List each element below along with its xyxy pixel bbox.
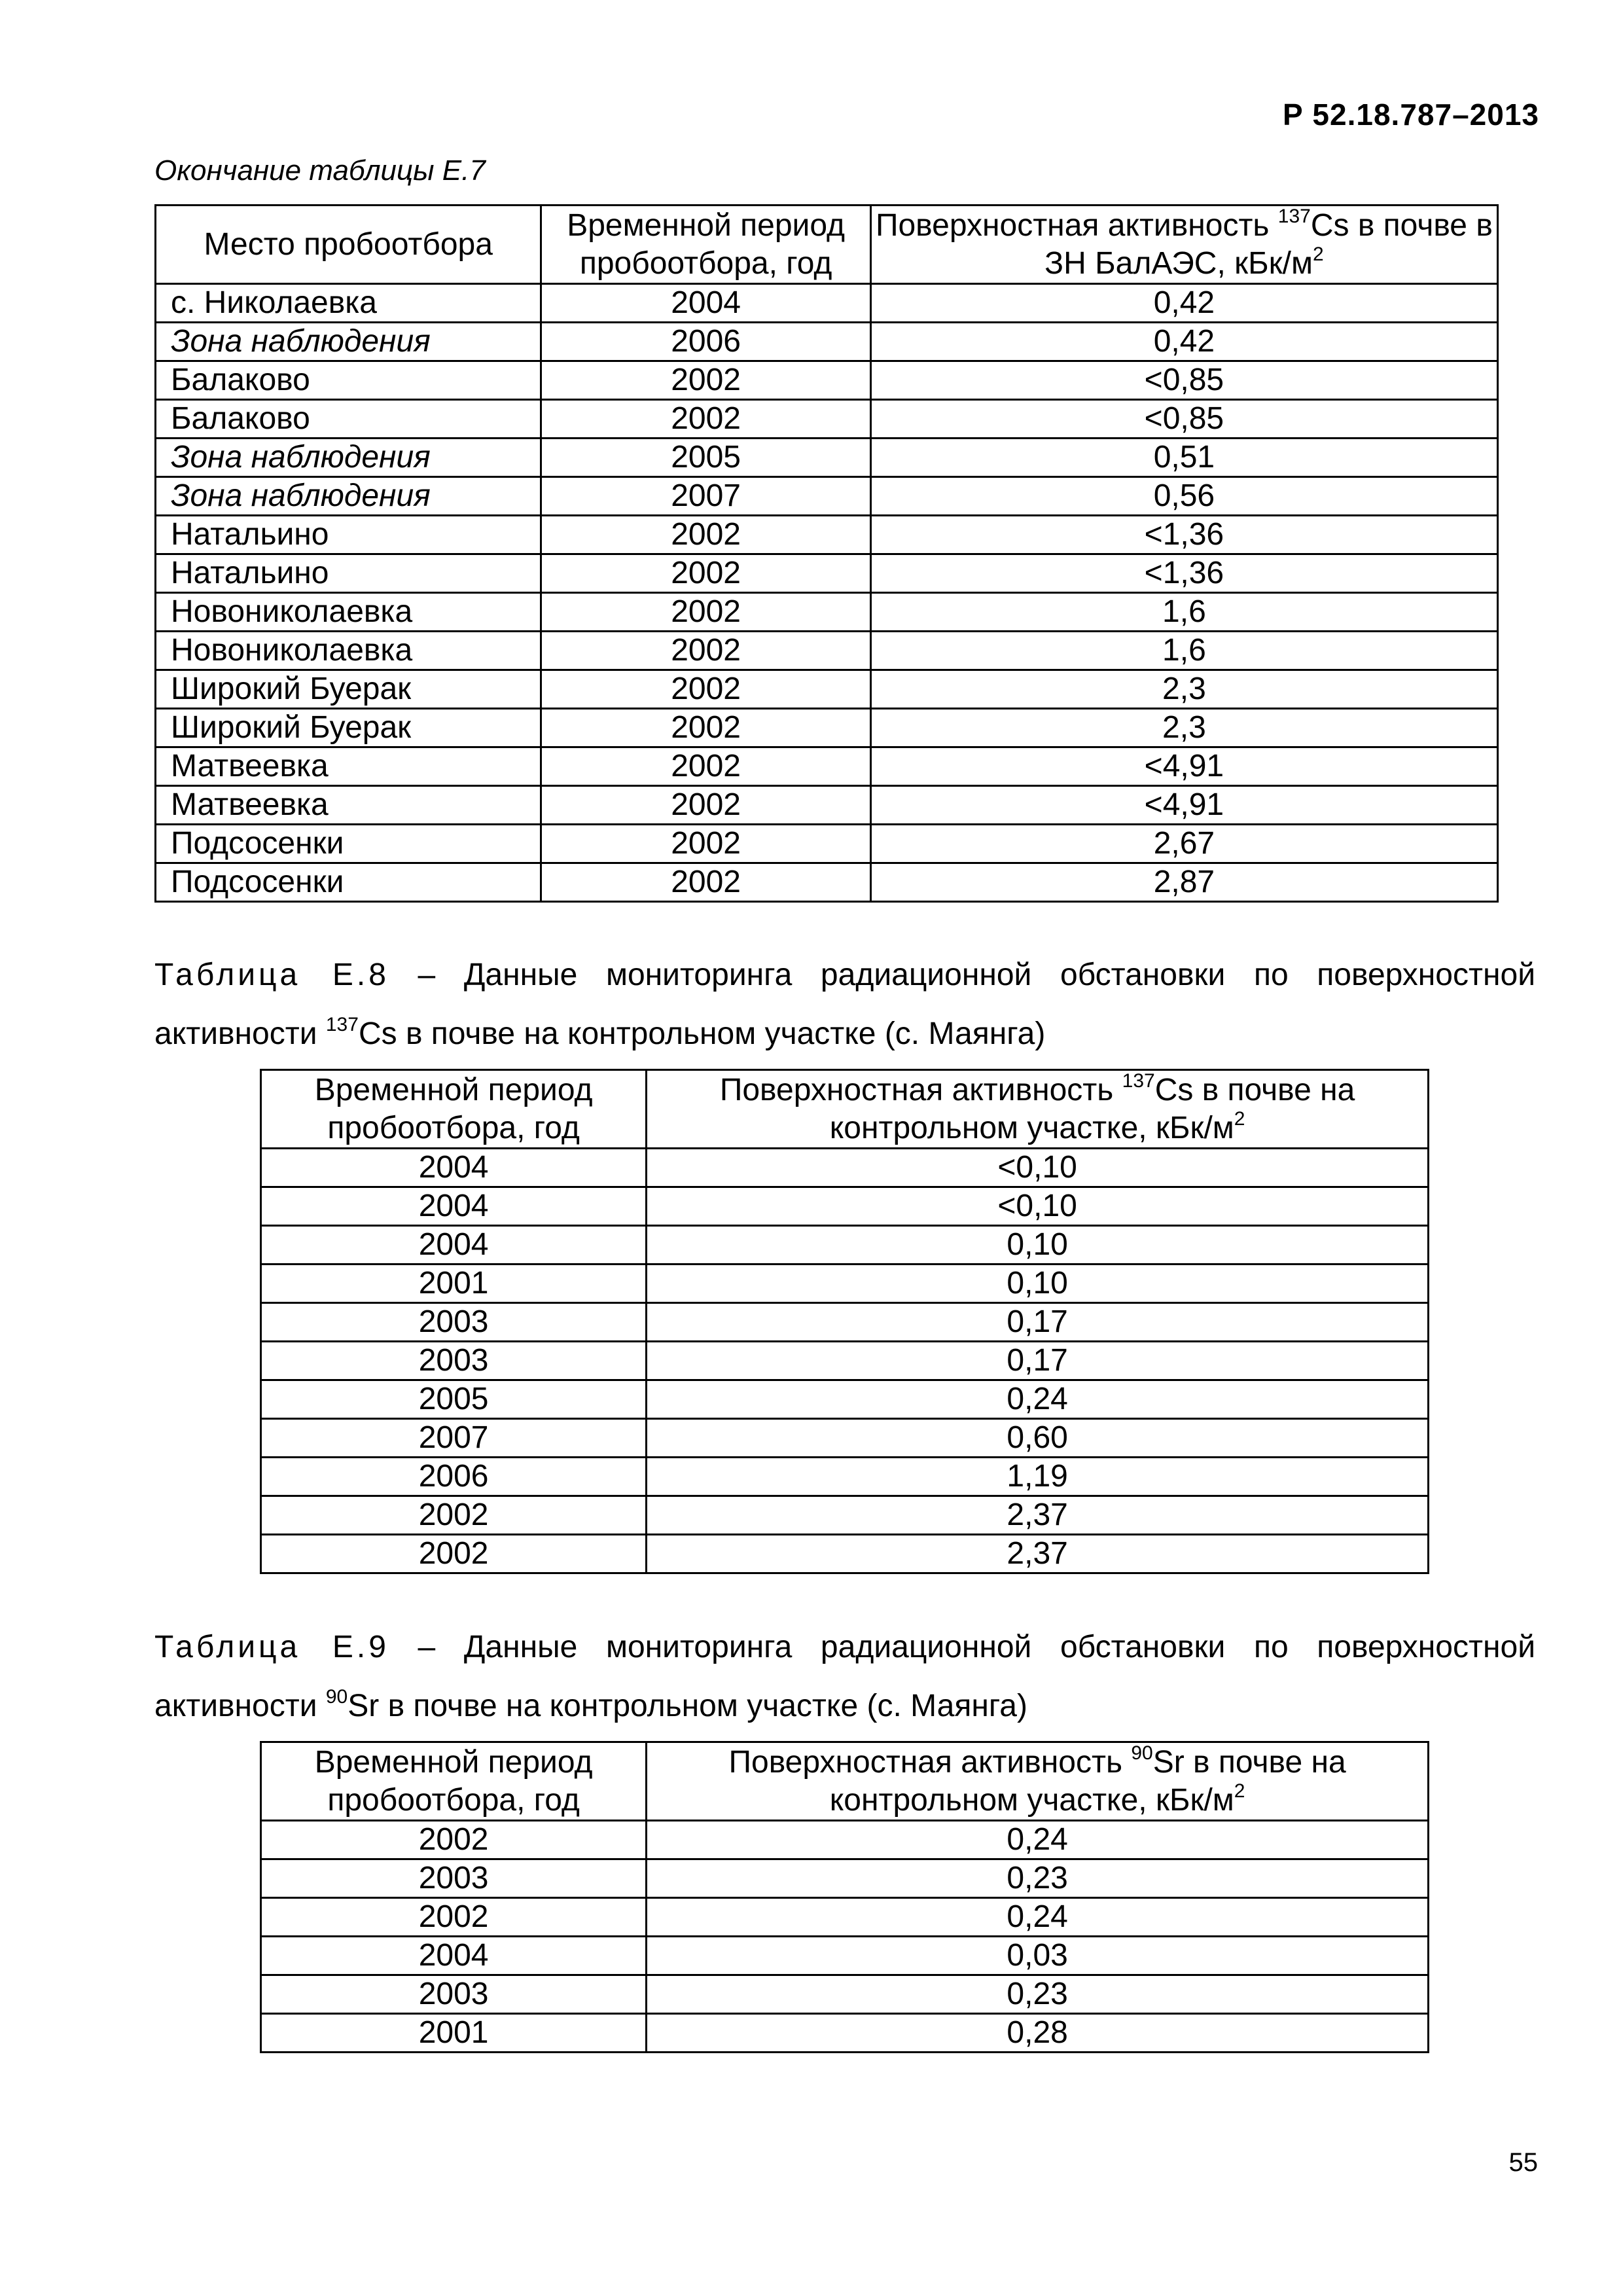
table-row <box>261 1898 1429 1937</box>
table-row <box>261 1380 1429 1419</box>
activity-cell: 2,3 <box>870 670 1497 709</box>
column-header-activity: Поверхностная активность $^{137}$Cs в почве на контрольном участке, кБк/$м^2$ <box>647 1070 1429 1149</box>
activity-cell: 1,6 <box>870 632 1497 670</box>
table-row <box>156 632 1498 670</box>
year-cell: 2002 <box>541 593 870 632</box>
table-row <box>156 747 1498 786</box>
activity-cell: 0,10 <box>647 1226 1429 1265</box>
activity-cell: 0,24 <box>647 1380 1429 1419</box>
table-row <box>261 1496 1429 1535</box>
table-row <box>156 361 1498 400</box>
table-row <box>261 1458 1429 1496</box>
year-cell: 2005 <box>541 439 870 477</box>
table-row <box>156 670 1498 709</box>
place-cell: Широкий Буерак <box>156 709 541 747</box>
year-cell: 2002 <box>541 863 870 902</box>
column-header-period: Временной период пробоотбора, год <box>261 1742 647 1821</box>
table-e7-continuation-caption: Окончание таблицы Е.7 <box>154 154 486 187</box>
activity-cell: <4,91 <box>870 786 1497 825</box>
column-header-period: Временной период пробоотбора, год <box>541 206 870 284</box>
activity-cell: 0,42 <box>870 323 1497 361</box>
table-e7 <box>154 204 1499 903</box>
activity-cell: 0,24 <box>647 1898 1429 1937</box>
year-cell: 2002 <box>541 747 870 786</box>
place-cell: Новониколаевка <box>156 632 541 670</box>
table-row <box>261 1187 1429 1226</box>
table-e9-caption: Таблица Е.9 – Данные мониторинга радиационной обстановки по поверхностной активности $^{90}$Sr в почве на контрольном участке (с. Маянга) <box>154 1630 1535 1723</box>
table-row <box>261 1535 1429 1573</box>
table-row <box>261 1265 1429 1303</box>
year-cell: 2003 <box>261 1975 647 2014</box>
activity-cell: 2,37 <box>647 1496 1429 1535</box>
year-cell: 2004 <box>261 1149 647 1187</box>
year-cell: 2002 <box>541 400 870 439</box>
year-cell: 2003 <box>261 1303 647 1342</box>
table-e8 <box>260 1069 1429 1574</box>
year-cell: 2004 <box>261 1226 647 1265</box>
activity-cell: 2,37 <box>647 1535 1429 1573</box>
place-cell: Балаково <box>156 400 541 439</box>
activity-cell: 0,23 <box>647 1975 1429 2014</box>
place-cell: Новониколаевка <box>156 593 541 632</box>
year-cell: 2007 <box>541 477 870 516</box>
activity-cell: 0,17 <box>647 1303 1429 1342</box>
table-row <box>261 1303 1429 1342</box>
activity-cell: 0,51 <box>870 439 1497 477</box>
table-row <box>261 2014 1429 2053</box>
table-row <box>156 439 1498 477</box>
activity-cell: 0,28 <box>647 2014 1429 2053</box>
activity-cell: <0,85 <box>870 361 1497 400</box>
activity-cell: 2,67 <box>870 825 1497 863</box>
place-cell: Матвеевка <box>156 747 541 786</box>
year-cell: 2006 <box>261 1458 647 1496</box>
year-cell: 2002 <box>541 361 870 400</box>
document-code: Р 52.18.787–2013 <box>1282 98 1539 132</box>
activity-cell: 1,6 <box>870 593 1497 632</box>
table-row <box>261 1419 1429 1458</box>
table-row <box>156 786 1498 825</box>
table-row <box>156 709 1498 747</box>
year-cell: 2001 <box>261 1265 647 1303</box>
year-cell: 2001 <box>261 2014 647 2053</box>
year-cell: 2002 <box>261 1898 647 1937</box>
table-row <box>156 477 1498 516</box>
table-row <box>261 1226 1429 1265</box>
activity-cell: 2,87 <box>870 863 1497 902</box>
table-row <box>156 863 1498 902</box>
table-row <box>156 400 1498 439</box>
table-header-row <box>261 1070 1429 1149</box>
year-cell: 2002 <box>541 786 870 825</box>
year-cell: 2002 <box>541 554 870 593</box>
table-row <box>261 1937 1429 1975</box>
activity-cell: <1,36 <box>870 516 1497 554</box>
year-cell: 2004 <box>261 1937 647 1975</box>
activity-cell: <0,85 <box>870 400 1497 439</box>
column-header-activity: Поверхностная активность $^{90}$Sr в почве на контрольном участке, кБк/$м^2$ <box>647 1742 1429 1821</box>
place-cell: Натальино <box>156 554 541 593</box>
table-row <box>261 1859 1429 1898</box>
activity-cell: <4,91 <box>870 747 1497 786</box>
activity-cell: 0,56 <box>870 477 1497 516</box>
activity-cell: 0,23 <box>647 1859 1429 1898</box>
year-cell: 2007 <box>261 1419 647 1458</box>
activity-cell: 0,60 <box>647 1419 1429 1458</box>
table-e9 <box>260 1741 1429 2053</box>
table-row <box>156 593 1498 632</box>
year-cell: 2005 <box>261 1380 647 1419</box>
column-header-period: Временной период пробоотбора, год <box>261 1070 647 1149</box>
place-cell: Широкий Буерак <box>156 670 541 709</box>
year-cell: 2002 <box>541 825 870 863</box>
year-cell: 2002 <box>541 632 870 670</box>
place-cell: Подсосенки <box>156 825 541 863</box>
year-cell: 2006 <box>541 323 870 361</box>
place-cell: Зона наблюдения <box>156 439 541 477</box>
column-header-activity: Поверхностная активность $^{137}$Cs в почве в ЗН БалАЭС, кБк/$м^2$ <box>870 206 1497 284</box>
table-row <box>261 1342 1429 1380</box>
table-row <box>156 516 1498 554</box>
year-cell: 2002 <box>261 1535 647 1573</box>
place-cell: Подсосенки <box>156 863 541 902</box>
place-cell: Натальино <box>156 516 541 554</box>
year-cell: 2003 <box>261 1859 647 1898</box>
activity-cell: 0,24 <box>647 1821 1429 1859</box>
activity-cell: 2,3 <box>870 709 1497 747</box>
table-row <box>156 554 1498 593</box>
table-row <box>261 1975 1429 2014</box>
activity-cell: 0,03 <box>647 1937 1429 1975</box>
place-cell: Зона наблюдения <box>156 323 541 361</box>
table-header-row <box>261 1742 1429 1821</box>
table-header-row <box>156 206 1498 284</box>
year-cell: 2002 <box>541 516 870 554</box>
activity-cell: <0,10 <box>647 1187 1429 1226</box>
activity-cell: 0,17 <box>647 1342 1429 1380</box>
year-cell: 2002 <box>541 709 870 747</box>
table-row <box>156 323 1498 361</box>
place-cell: Зона наблюдения <box>156 477 541 516</box>
page-number: 55 <box>1508 2148 1538 2177</box>
year-cell: 2002 <box>261 1821 647 1859</box>
table-row <box>261 1821 1429 1859</box>
activity-cell: <0,10 <box>647 1149 1429 1187</box>
year-cell: 2002 <box>261 1496 647 1535</box>
column-header-place: Место пробоотбора <box>156 206 541 284</box>
activity-cell: 0,42 <box>870 284 1497 323</box>
year-cell: 2003 <box>261 1342 647 1380</box>
year-cell: 2004 <box>541 284 870 323</box>
table-e8-caption: Таблица Е.8 – Данные мониторинга радиационной обстановки по поверхностной активности $^{137}$Cs в почве на контрольном участке (с. Маянга) <box>154 958 1535 1051</box>
year-cell: 2002 <box>541 670 870 709</box>
place-cell: с. Николаевка <box>156 284 541 323</box>
year-cell: 2004 <box>261 1187 647 1226</box>
place-cell: Балаково <box>156 361 541 400</box>
place-cell: Матвеевка <box>156 786 541 825</box>
activity-cell: 0,10 <box>647 1265 1429 1303</box>
table-row <box>261 1149 1429 1187</box>
activity-cell: <1,36 <box>870 554 1497 593</box>
table-row <box>156 284 1498 323</box>
activity-cell: 1,19 <box>647 1458 1429 1496</box>
table-row <box>156 825 1498 863</box>
